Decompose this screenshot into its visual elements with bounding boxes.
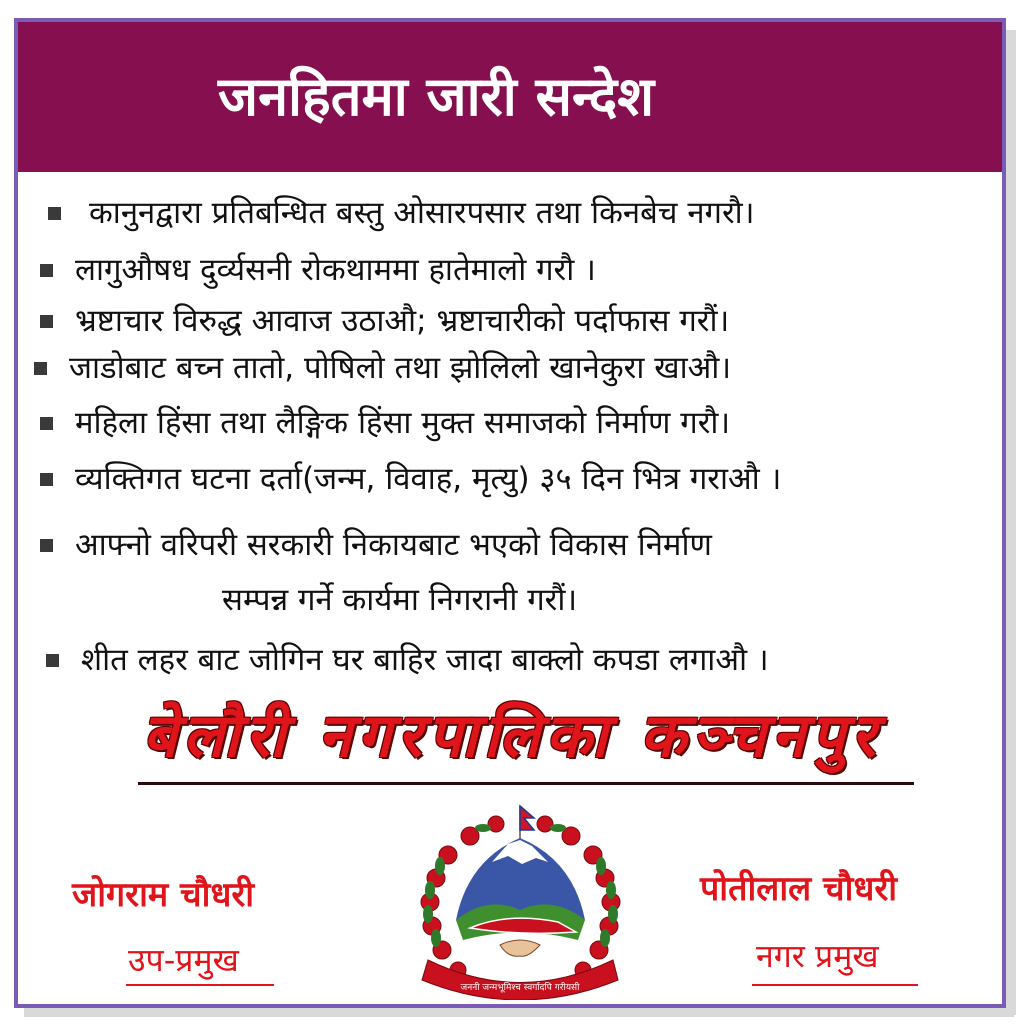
bullet-square-icon [34, 362, 47, 375]
list-item-text: जाडोबाट बच्न तातो, पोषिलो तथा झोलिलो खानेकुरा खाऔ। [69, 350, 732, 386]
bullet-square-icon [46, 654, 59, 667]
right-person-role: नगर प्रमुख [756, 937, 879, 975]
bullet-square-icon [40, 539, 53, 552]
list-item-text: लागुऔषध दुर्व्यसनी रोकथाममा हातेमालो गरौ । [75, 252, 596, 288]
bullet-square-icon [40, 473, 53, 486]
list-item-text: महिला हिंसा तथा लैङ्गिक हिंसा मुक्त समाजको निर्माण गरौ। [75, 405, 731, 441]
left-person-role: उप-प्रमुख [128, 941, 239, 979]
list-item [46, 642, 769, 678]
frame-shadow-bottom [24, 1008, 1014, 1017]
emblem-motto: जननी जन्मभूमिश्च स्वर्गादपि गरीयसी [460, 983, 580, 993]
list-item-text: आफ्नो वरिपरी सरकारी निकायबाट भएको विकास निर्माण [75, 527, 712, 563]
municipality-underline [138, 782, 914, 785]
list-item [40, 405, 731, 441]
list-item [34, 350, 732, 386]
left-person-name: जोगराम चौधरी [72, 875, 255, 915]
list-item [40, 252, 596, 288]
municipality-title: बेलौरी नगरपालिका कञ्चनपुर [142, 701, 882, 771]
bullet-square-icon [48, 207, 61, 220]
list-item-text: शीत लहर बाट जोगिन घर बाहिर जादा बाक्लो कपडा लगाऔ । [81, 642, 769, 678]
nepal-emblem-icon [408, 800, 633, 1000]
page-title: जनहितमा जारी सन्देश [218, 65, 655, 128]
bullet-square-icon [40, 315, 53, 328]
right-person-name: पोतीलाल चौधरी [700, 869, 898, 909]
list-item [40, 461, 782, 497]
list-item-continuation: सम्पन्न गर्ने कार्यमा निगरानी गरौं। [222, 582, 578, 618]
bullet-square-icon [40, 264, 53, 277]
list-item-text: कानुनद्वारा प्रतिबन्धित बस्तु ओसारपसार तथा किनबेच नगरौ। [89, 195, 755, 231]
list-item [48, 195, 755, 231]
left-role-underline [126, 984, 274, 986]
list-item [40, 527, 712, 563]
list-item-text: व्यक्तिगत घटना दर्ता(जन्म, विवाह, मृत्यु) ३५ दिन भित्र गराऔ । [75, 461, 782, 497]
list-item [40, 303, 730, 339]
list-item-text: भ्रष्टाचार विरुद्ध आवाज उठाऔ; भ्रष्टाचारीको पर्दाफास गरौं। [75, 303, 730, 339]
right-role-underline [752, 984, 918, 986]
bullet-square-icon [40, 417, 53, 430]
